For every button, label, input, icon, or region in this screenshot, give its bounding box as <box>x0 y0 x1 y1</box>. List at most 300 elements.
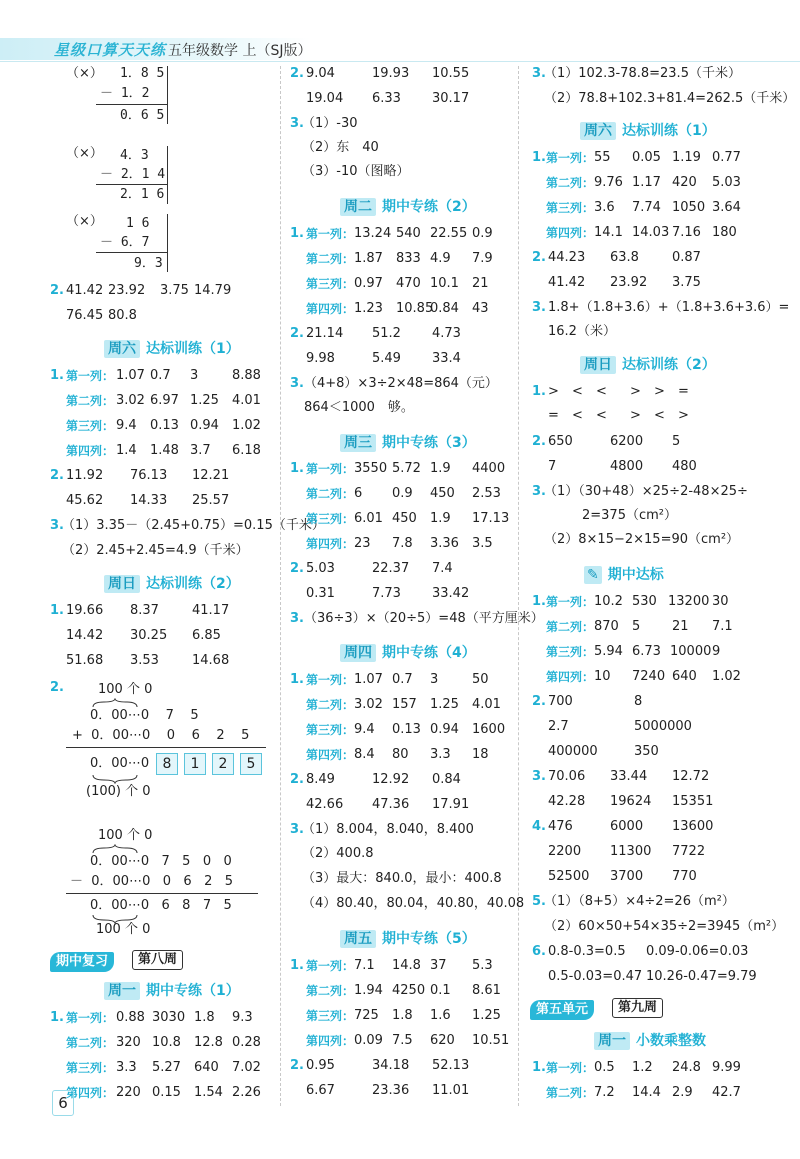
unit-badge: 第五单元 <box>530 1000 594 1020</box>
brace-label: 100 个 0 <box>98 682 153 697</box>
answer-value: 24.8 <box>672 1060 701 1075</box>
answer-value: 8.4 <box>354 747 375 762</box>
answer-value: 6000 <box>610 819 644 834</box>
row-label: 第二列： <box>66 394 115 408</box>
answer-digit-box: 5 <box>240 753 262 775</box>
answer-value: 0.84 <box>430 301 459 316</box>
answer-text: （1）102.3-78.8=23.5（千米） <box>544 66 741 81</box>
week-label: 第九周 <box>612 998 663 1018</box>
answer-value: 0.95 <box>306 1058 335 1073</box>
answer-value: 8 <box>634 694 643 709</box>
answer-value: 0.94 <box>190 418 219 433</box>
answer-value: 14.42 <box>66 628 104 643</box>
section-heading <box>340 198 476 216</box>
answer-value: 13.24 <box>354 226 392 241</box>
answer-text: （1）8.004，8.040，8.400 <box>302 822 474 837</box>
answer-value: 0.9 <box>392 486 413 501</box>
calc-rule <box>167 146 168 204</box>
answer-value: 42.66 <box>306 797 344 812</box>
calc-rule <box>167 66 168 124</box>
answer-value: 4400 <box>472 461 506 476</box>
answer-value: > <box>654 384 665 399</box>
answer-value: 11300 <box>610 844 652 859</box>
answer-value: 1.94 <box>354 983 383 998</box>
answer-value: 6.01 <box>354 511 383 526</box>
answer-value: 50 <box>472 672 489 687</box>
answer-text: （3）最大：840.0，最小：400.8 <box>302 871 502 886</box>
answer-digit-box: 1 <box>184 753 206 775</box>
answer-value: 833 <box>396 251 421 266</box>
section-title: 期中专练（3） <box>382 435 476 451</box>
answer-value: 9.4 <box>116 418 137 433</box>
answer-text: 2=375（cm²） <box>582 508 677 523</box>
answer-value: 1.48 <box>150 443 179 458</box>
answer-value: > <box>678 408 689 423</box>
answer-value: 4800 <box>610 459 644 474</box>
review-badge: 期中复习 <box>50 952 114 972</box>
answer-value: 8.37 <box>130 603 159 618</box>
row-label: 第三列： <box>306 1009 355 1023</box>
answer-text: 0.8-0.3=0.5 <box>548 944 626 959</box>
section-heading <box>104 340 240 358</box>
section-day: 周五 <box>340 930 376 948</box>
row-label: 第三列： <box>546 645 595 659</box>
answer-value: 350 <box>634 744 659 759</box>
answer-value: 3700 <box>610 869 644 884</box>
answer-value: 7722 <box>672 844 706 859</box>
question-number: 5. <box>532 894 546 909</box>
answer-value: 30.25 <box>130 628 168 643</box>
answer-value: 1.02 <box>712 669 741 684</box>
answer-value: 3030 <box>152 1010 186 1025</box>
answer-value: 400000 <box>548 744 598 759</box>
answer-value: 47.36 <box>372 797 410 812</box>
question-number: 3. <box>290 376 304 391</box>
answer-value: 530 <box>632 594 657 609</box>
answer-value: 9 <box>712 644 721 659</box>
answer-value: 33.44 <box>610 769 648 784</box>
answer-text: 1.8+（1.8+3.6）+（1.8+3.6+3.6）= <box>548 300 790 315</box>
answer-value: 7.2 <box>594 1085 615 1100</box>
answer-value: 45.62 <box>66 493 104 508</box>
answer-value: 10.2 <box>594 594 623 609</box>
answer-value: > <box>630 408 641 423</box>
answer-value: 1050 <box>672 200 706 215</box>
answer-value: 10.85 <box>396 301 434 316</box>
answer-value: 0.77 <box>712 150 741 165</box>
brace-label: 100 个 0 <box>96 922 151 937</box>
section-title: 达标训练（1） <box>146 341 240 357</box>
question-number: 3. <box>532 484 546 499</box>
answer-value: 14.68 <box>192 653 230 668</box>
answer-value: 22.37 <box>372 561 410 576</box>
answer-value: 3.36 <box>430 536 459 551</box>
answer-value: = <box>678 384 689 399</box>
row-label: 第四列： <box>306 302 355 316</box>
answer-value: 7.74 <box>632 200 661 215</box>
vertical-calc-row: － 0．00⋯0 0 6 2 5 <box>70 874 234 889</box>
answer-value: 700 <box>548 694 573 709</box>
answer-value: 19.93 <box>372 66 410 81</box>
answer-value: 0.13 <box>392 722 421 737</box>
question-number: 2. <box>50 680 64 695</box>
vertical-calc-row: 0．00⋯0 7 5 <box>90 708 199 723</box>
question-number: 2. <box>290 326 304 341</box>
answer-value: 12.92 <box>372 772 410 787</box>
vertical-calc-row: 1 6 <box>126 216 150 231</box>
answer-value: 640 <box>194 1060 219 1075</box>
answer-value: 0.9 <box>472 226 493 241</box>
answer-value: 3 <box>430 672 439 687</box>
answer-value: 41.17 <box>192 603 230 618</box>
answer-text: 0.09-0.06=0.03 <box>646 944 749 959</box>
calc-rule <box>167 214 168 272</box>
section-heading <box>340 434 476 452</box>
answer-value: 14.79 <box>194 283 232 298</box>
row-label: 第四列： <box>66 444 115 458</box>
answer-value: 480 <box>672 459 697 474</box>
answer-value: 6200 <box>610 434 644 449</box>
answer-value: 11.92 <box>66 468 104 483</box>
answer-text: （4）80.40，80.04，40.80，40.08 <box>302 896 525 911</box>
row-label: 第二列： <box>546 176 595 190</box>
answer-value: 37 <box>430 958 447 973</box>
answer-value: 9.98 <box>306 351 335 366</box>
vertical-calc-mark: （×） <box>66 146 103 161</box>
row-label: 第三列： <box>66 419 115 433</box>
section-heading <box>340 930 476 948</box>
answer-value: 3.64 <box>712 200 741 215</box>
answer-value: 6.18 <box>232 443 261 458</box>
answer-value: 70.06 <box>548 769 586 784</box>
vertical-calc-row: － 2．1 4 <box>100 167 166 182</box>
answer-value: 76.13 <box>130 468 168 483</box>
answer-value: 6.73 <box>632 644 661 659</box>
answer-value: 19624 <box>610 794 652 809</box>
vertical-calc-row: + 0．00⋯0 0 6 2 5 <box>72 728 250 743</box>
header-divider <box>0 61 800 62</box>
row-label: 第一列： <box>546 595 595 609</box>
answer-value: 5000000 <box>634 719 692 734</box>
column-divider <box>280 66 281 1106</box>
row-label: 第三列： <box>306 723 355 737</box>
answer-value: 3.7 <box>190 443 211 458</box>
question-number: 2. <box>290 561 304 576</box>
section-day: 周六 <box>104 340 140 358</box>
answer-value: 220 <box>116 1085 141 1100</box>
answer-value: 2.7 <box>548 719 569 734</box>
answer-value: 4.73 <box>432 326 461 341</box>
answer-value: 1600 <box>472 722 506 737</box>
answer-value: 0.7 <box>150 368 171 383</box>
answer-value: 320 <box>116 1035 141 1050</box>
answer-text: 864＜1000 够。 <box>304 400 414 415</box>
section-title: 期中专练（1） <box>146 983 240 999</box>
answer-value: 41.42 <box>66 283 104 298</box>
answer-value: 76.45 <box>66 308 104 323</box>
answer-value: < <box>654 408 665 423</box>
brace-label: 100 个 0 <box>98 828 153 843</box>
row-label: 第三列： <box>306 512 355 526</box>
question-number: 1. <box>532 384 546 399</box>
answer-value: 7 <box>548 459 557 474</box>
vertical-calc-result: 0．6 5 <box>120 108 165 123</box>
answer-value: 30 <box>712 594 729 609</box>
answer-value: 9.04 <box>306 66 335 81</box>
answer-value: 540 <box>396 226 421 241</box>
answer-value: 41.42 <box>548 275 586 290</box>
row-label: 第一列： <box>66 369 115 383</box>
answer-value: 3.75 <box>672 275 701 290</box>
calc-rule <box>96 252 168 253</box>
row-label: 第三列： <box>66 1061 115 1075</box>
answer-value: 6 <box>354 486 363 501</box>
answer-value: 4250 <box>392 983 426 998</box>
answer-value: 7.9 <box>472 251 493 266</box>
answer-value: 15351 <box>672 794 714 809</box>
answer-value: 19.66 <box>66 603 104 618</box>
vertical-calc-row: 0．00⋯0 7 5 0 0 <box>90 854 232 869</box>
answer-value: 1.25 <box>190 393 219 408</box>
answer-value: 23.92 <box>108 283 146 298</box>
answer-value: 470 <box>396 276 421 291</box>
answer-value: 5.27 <box>152 1060 181 1075</box>
calc-rule <box>66 893 258 894</box>
question-number: 1. <box>532 1060 546 1075</box>
calc-rule <box>96 104 168 105</box>
answer-digit-box: 2 <box>212 753 234 775</box>
answer-value: 30.17 <box>432 91 470 106</box>
row-label: 第四列： <box>306 748 355 762</box>
answer-value: 52.13 <box>432 1058 470 1073</box>
section-title: 达标训练（2） <box>146 576 240 592</box>
answer-value: 14.03 <box>632 225 670 240</box>
answer-value: 5.03 <box>306 561 335 576</box>
row-label: 第二列： <box>306 698 355 712</box>
section-heading <box>104 575 240 593</box>
answer-value: 0.87 <box>672 250 701 265</box>
answer-value: 3 <box>190 368 199 383</box>
question-number: 3. <box>532 769 546 784</box>
answer-value: 9.76 <box>594 175 623 190</box>
section-day: 周六 <box>580 122 616 140</box>
question-number: 3. <box>290 822 304 837</box>
answer-value: 19.04 <box>306 91 344 106</box>
answer-value: 10000 <box>670 644 712 659</box>
answer-value: 1.02 <box>232 418 261 433</box>
vertical-calc-result: 0．00⋯0 6 8 7 5 <box>90 898 232 913</box>
vertical-calc-row: 4．3 <box>120 148 149 163</box>
answer-value: 1.25 <box>430 697 459 712</box>
answer-value: 9.99 <box>712 1060 741 1075</box>
answer-text: （1）（8+5）×4÷2=26（m²） <box>544 894 735 909</box>
answer-value: 450 <box>430 486 455 501</box>
answer-value: 21.14 <box>306 326 344 341</box>
row-label: 第四列： <box>546 670 595 684</box>
brace-label: (100) 个 0 <box>86 784 151 799</box>
answer-value: 0.88 <box>116 1010 145 1025</box>
question-number: 2. <box>50 468 64 483</box>
question-number: 1. <box>290 958 304 973</box>
answer-value: 63.8 <box>610 250 639 265</box>
vertical-calc-result: 9．3 <box>134 256 163 271</box>
answer-value: < <box>572 408 583 423</box>
answer-value: 21 <box>672 619 689 634</box>
section-title: 小数乘整数 <box>636 1033 706 1049</box>
answer-value: 1.6 <box>430 1008 451 1023</box>
answer-value: 12.72 <box>672 769 710 784</box>
answer-digit-box: 8 <box>156 753 178 775</box>
answer-value: 42.7 <box>712 1085 741 1100</box>
answer-value: 0.09 <box>354 1033 383 1048</box>
answer-value: 3.02 <box>354 697 383 712</box>
week-label: 第八周 <box>132 950 183 970</box>
answer-value: 1.2 <box>632 1060 653 1075</box>
answer-value: 5 <box>672 434 681 449</box>
answer-value: 3.3 <box>430 747 451 762</box>
question-number: 1. <box>290 226 304 241</box>
answer-value: 3.02 <box>116 393 145 408</box>
row-label: 第二列： <box>66 1036 115 1050</box>
question-number: 3. <box>532 66 546 81</box>
answer-value: 25.57 <box>192 493 230 508</box>
vertical-calc-result: 2．1 6 <box>120 187 165 202</box>
answer-text: （4+8）×3÷2×48=864（元） <box>304 376 498 391</box>
answer-value: 3.53 <box>130 653 159 668</box>
answer-value: 23.36 <box>372 1083 410 1098</box>
answer-value: 770 <box>672 869 697 884</box>
answer-value: 3.3 <box>116 1060 137 1075</box>
answer-value: 2.53 <box>472 486 501 501</box>
question-number: 2. <box>290 1058 304 1073</box>
answer-value: 5.72 <box>392 461 421 476</box>
answer-value: 9.4 <box>354 722 375 737</box>
section-title: 达标训练（1） <box>622 123 716 139</box>
answer-text: 0.5-0.03=0.47 <box>548 969 643 984</box>
answer-value: 18 <box>472 747 489 762</box>
section-day: 周日 <box>580 356 616 374</box>
answer-text: （1）（30+48）×25÷2-48×25÷ <box>544 484 748 499</box>
answer-value: 51.68 <box>66 653 104 668</box>
row-label: 第一列： <box>306 462 355 476</box>
answer-value: 3.75 <box>160 283 189 298</box>
question-number: 2. <box>532 250 546 265</box>
answer-value: 5.94 <box>594 644 623 659</box>
answer-value: 1.87 <box>354 251 383 266</box>
header-brand: 星级口算天天练 <box>54 41 167 59</box>
answer-text: （36÷3）×（20÷5）=48（平方厘米） <box>304 611 544 626</box>
answer-value: 1.07 <box>354 672 383 687</box>
answer-value: 7.73 <box>372 586 401 601</box>
row-label: 第四列： <box>66 1086 115 1100</box>
answer-text: （2）78.8+102.3+81.4=262.5（千米） <box>544 91 796 106</box>
page-header <box>0 0 800 66</box>
answer-value: 725 <box>354 1008 379 1023</box>
answer-value: 22.55 <box>430 226 468 241</box>
answer-value: 7.1 <box>354 958 375 973</box>
answer-value: 13200 <box>668 594 710 609</box>
answer-value: 5.3 <box>472 958 493 973</box>
section-day: 周四 <box>340 644 376 662</box>
answer-value: 14.8 <box>392 958 421 973</box>
answer-value: 0.97 <box>354 276 383 291</box>
answer-value: 6.97 <box>150 393 179 408</box>
answer-value: 157 <box>392 697 417 712</box>
row-label: 第三列： <box>306 277 355 291</box>
question-number: 2. <box>290 772 304 787</box>
answer-value: 55 <box>594 150 611 165</box>
answer-value: 12.21 <box>192 468 230 483</box>
answer-value: > <box>548 384 559 399</box>
answer-value: 2200 <box>548 844 582 859</box>
section-heading <box>594 1032 706 1050</box>
answer-value: 1.8 <box>194 1010 215 1025</box>
answer-value: 7.8 <box>392 536 413 551</box>
question-number: 2. <box>290 66 304 81</box>
answer-value: 17.13 <box>472 511 510 526</box>
row-label: 第一列： <box>306 673 355 687</box>
row-label: 第二列： <box>306 487 355 501</box>
answer-value: 10.55 <box>432 66 470 81</box>
row-label: 第一列： <box>306 959 355 973</box>
answer-value: 14.1 <box>594 225 623 240</box>
section-title: 期中达标 <box>607 567 664 583</box>
answer-value: 7.4 <box>432 561 453 576</box>
section-day: 周三 <box>340 434 376 452</box>
answer-value: 6.33 <box>372 91 401 106</box>
answer-value: < <box>572 384 583 399</box>
answer-value: 23 <box>354 536 371 551</box>
question-number: 1. <box>532 594 546 609</box>
answer-value: 23.92 <box>610 275 648 290</box>
answer-value: 2.9 <box>672 1085 693 1100</box>
answer-value: 44.23 <box>548 250 586 265</box>
answer-value: 14.4 <box>632 1085 661 1100</box>
answer-value: 8.49 <box>306 772 335 787</box>
answer-value: 10 <box>594 669 611 684</box>
row-label: 第四列： <box>306 537 355 551</box>
answer-value: 8.88 <box>232 368 261 383</box>
answer-value: 7.16 <box>672 225 701 240</box>
answer-value: 6.67 <box>306 1083 335 1098</box>
section-heading <box>580 356 716 374</box>
row-label: 第二列： <box>306 984 355 998</box>
answer-text: （1）3.35－（2.45+0.75）=0.15（千米） <box>62 518 325 533</box>
question-number: 2. <box>532 694 546 709</box>
row-label: 第二列： <box>306 252 355 266</box>
answer-value: 1.19 <box>672 150 701 165</box>
row-label: 第四列： <box>306 1034 355 1048</box>
section-heading <box>584 566 664 584</box>
question-number: 1. <box>50 603 64 618</box>
answer-value: 51.2 <box>372 326 401 341</box>
answer-value: 870 <box>594 619 619 634</box>
answer-value: 13600 <box>672 819 714 834</box>
section-day: 周一 <box>594 1032 630 1050</box>
section-title: 期中专练（5） <box>382 931 476 947</box>
question-number: 6. <box>532 944 546 959</box>
answer-value: 1.8 <box>392 1008 413 1023</box>
calc-rule <box>96 184 168 185</box>
answer-value: 4.01 <box>472 697 501 712</box>
answer-value: 650 <box>548 434 573 449</box>
answer-value: 1.54 <box>194 1085 223 1100</box>
answer-value: 80 <box>392 747 409 762</box>
vertical-calc-row: － 1．2 <box>100 86 150 101</box>
section-heading <box>580 122 716 140</box>
row-label: 第一列： <box>546 151 595 165</box>
answer-value: 14.33 <box>130 493 168 508</box>
